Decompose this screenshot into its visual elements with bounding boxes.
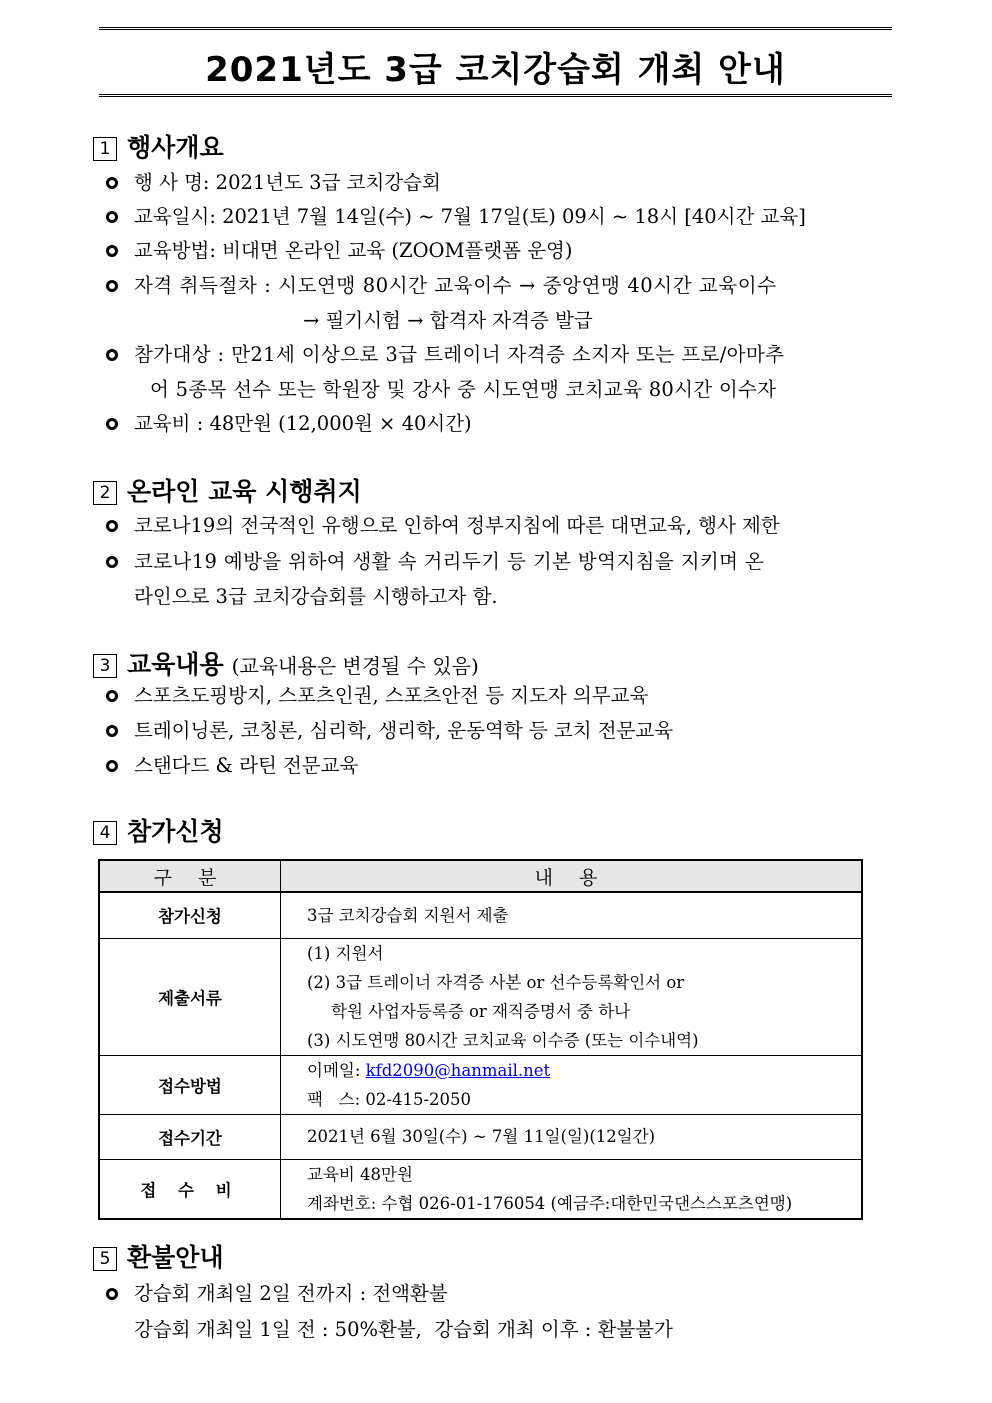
bullet-icon [106, 556, 118, 568]
table-row [99, 1055, 862, 1114]
section-heading-2 [93, 472, 362, 508]
overview-fee: 교육비 : 48만원 (12,000원 × 40시간) [134, 412, 472, 435]
overview-event-name: 행 사 명: 2021년도 3급 코치강습회 [134, 171, 441, 194]
email-prefix: 이메일: [307, 1060, 366, 1080]
row-label-method: 접수방법 [99, 1055, 281, 1114]
title-box [99, 27, 892, 97]
purpose-line-2a: 코로나19 예방을 위하여 생활 속 거리두기 등 기본 방역지침을 지키며 온 [134, 550, 765, 573]
email-link[interactable]: kfd2090@hanmail.net [365, 1060, 551, 1080]
bullet-icon [106, 760, 118, 772]
document-item-1: (1) 지원서 [307, 943, 384, 963]
section-heading-3 [93, 645, 479, 681]
bullet-icon [106, 725, 118, 737]
document-item-2-cont: 학원 사업자등록증 or 재직증명서 중 하나 [331, 1001, 631, 1021]
refund-line-2: 강습회 개최일 1일 전 : 50%환불, 강습회 개최 이후 : 환불불가 [134, 1318, 673, 1341]
row-label-fee: 접 수 비 [99, 1159, 281, 1219]
row-value-documents [281, 938, 863, 1055]
overview-schedule: 교육일시: 2021년 7월 14일(수) ~ 7월 17일(토) 09시 ~ 18시 [40시간 교육] [134, 205, 806, 228]
purpose-line-1: 코로나19의 전국적인 유행으로 인하여 정부지침에 따른 대면교육, 행사 제한 [134, 514, 780, 537]
bullet-icon [106, 245, 118, 257]
bullet-icon [106, 1288, 118, 1300]
overview-qualification-2: → 필기시험 → 합격자 자격증 발급 [303, 309, 593, 332]
section-number-4: 4 [93, 821, 117, 845]
overview-target-1: 참가대상 : 만21세 이상으로 3급 트레이너 자격증 소지자 또는 프로/아마추 [134, 343, 785, 366]
table-header-row [99, 860, 862, 892]
fax-line: 팩 스: 02-415-2050 [307, 1089, 472, 1109]
purpose-line-2b: 라인으로 3급 코치강습회를 시행하고자 함. [134, 585, 498, 608]
page-title: 2021년도 3급 코치강습회 개최 안내 [205, 50, 786, 90]
row-label-documents: 제출서류 [99, 938, 281, 1055]
section-note-3: (교육내용은 변경될 수 있음) [231, 654, 479, 678]
section-title-2: 온라인 교육 시행취지 [127, 477, 362, 506]
section-title-3: 교육내용 [127, 650, 224, 679]
section-number-5: 5 [93, 1247, 117, 1271]
email-line [307, 1056, 861, 1085]
fee-amount: 교육비 48만원 [307, 1164, 413, 1184]
bullet-icon [106, 177, 118, 189]
header-category: 구 분 [99, 860, 281, 892]
fee-account: 계좌번호: 수협 026-01-176054 (예금주:대한민국댄스스포츠연맹) [307, 1193, 793, 1213]
row-label-period: 접수기간 [99, 1114, 281, 1159]
content-item-3: 스탠다드 & 라틴 전문교육 [134, 754, 359, 777]
row-value-period [281, 1114, 863, 1159]
section-heading-1 [93, 128, 224, 164]
table-row [99, 892, 862, 938]
period-value: 2021년 6월 30일(수) ~ 7월 11일(일)(12일간) [307, 1127, 656, 1146]
table-row [99, 1114, 862, 1159]
document-item-2: (2) 3급 트레이너 자격증 사본 or 선수등록확인서 or [307, 972, 685, 992]
bullet-icon [106, 690, 118, 702]
section-heading-4 [93, 812, 224, 848]
refund-line-1: 강습회 개최일 2일 전까지 : 전액환불 [134, 1282, 448, 1305]
content-item-1: 스포츠도핑방지, 스포츠인권, 스포츠안전 등 지도자 의무교육 [134, 684, 649, 707]
section-number-1: 1 [93, 137, 117, 161]
row-label-apply: 참가신청 [99, 892, 281, 938]
section-title-5: 환불안내 [127, 1243, 224, 1272]
content-item-2: 트레이닝론, 코칭론, 심리학, 생리학, 운동역학 등 코치 전문교육 [134, 719, 674, 742]
header-content: 내 용 [281, 860, 863, 892]
row-value-fee [281, 1159, 863, 1219]
bullet-icon [106, 418, 118, 430]
section-heading-5 [93, 1238, 224, 1274]
section-number-2: 2 [93, 481, 117, 505]
bullet-icon [106, 211, 118, 223]
overview-qualification-1: 자격 취득절차 : 시도연맹 80시간 교육이수 → 중앙연맹 40시간 교육이수 [134, 274, 777, 297]
bullet-icon [106, 280, 118, 292]
bullet-icon [106, 520, 118, 532]
table-row [99, 1159, 862, 1219]
table-row [99, 938, 862, 1055]
overview-target-2: 어 5종목 선수 또는 학원장 및 강사 중 시도연맹 코치교육 80시간 이수자 [150, 378, 777, 401]
section-title-1: 행사개요 [127, 133, 224, 162]
apply-value: 3급 코치강습회 지원서 제출 [307, 905, 509, 925]
overview-method: 교육방법: 비대면 온라인 교육 (ZOOM플랫폼 운영) [134, 239, 573, 262]
section-title-4: 참가신청 [127, 817, 224, 846]
row-value-method [281, 1055, 863, 1114]
row-value-apply [281, 892, 863, 938]
document-item-3: (3) 시도연맹 80시간 코치교육 이수증 (또는 이수내역) [307, 1030, 699, 1050]
bullet-icon [106, 349, 118, 361]
section-number-3: 3 [93, 654, 117, 678]
application-table [98, 859, 863, 1220]
